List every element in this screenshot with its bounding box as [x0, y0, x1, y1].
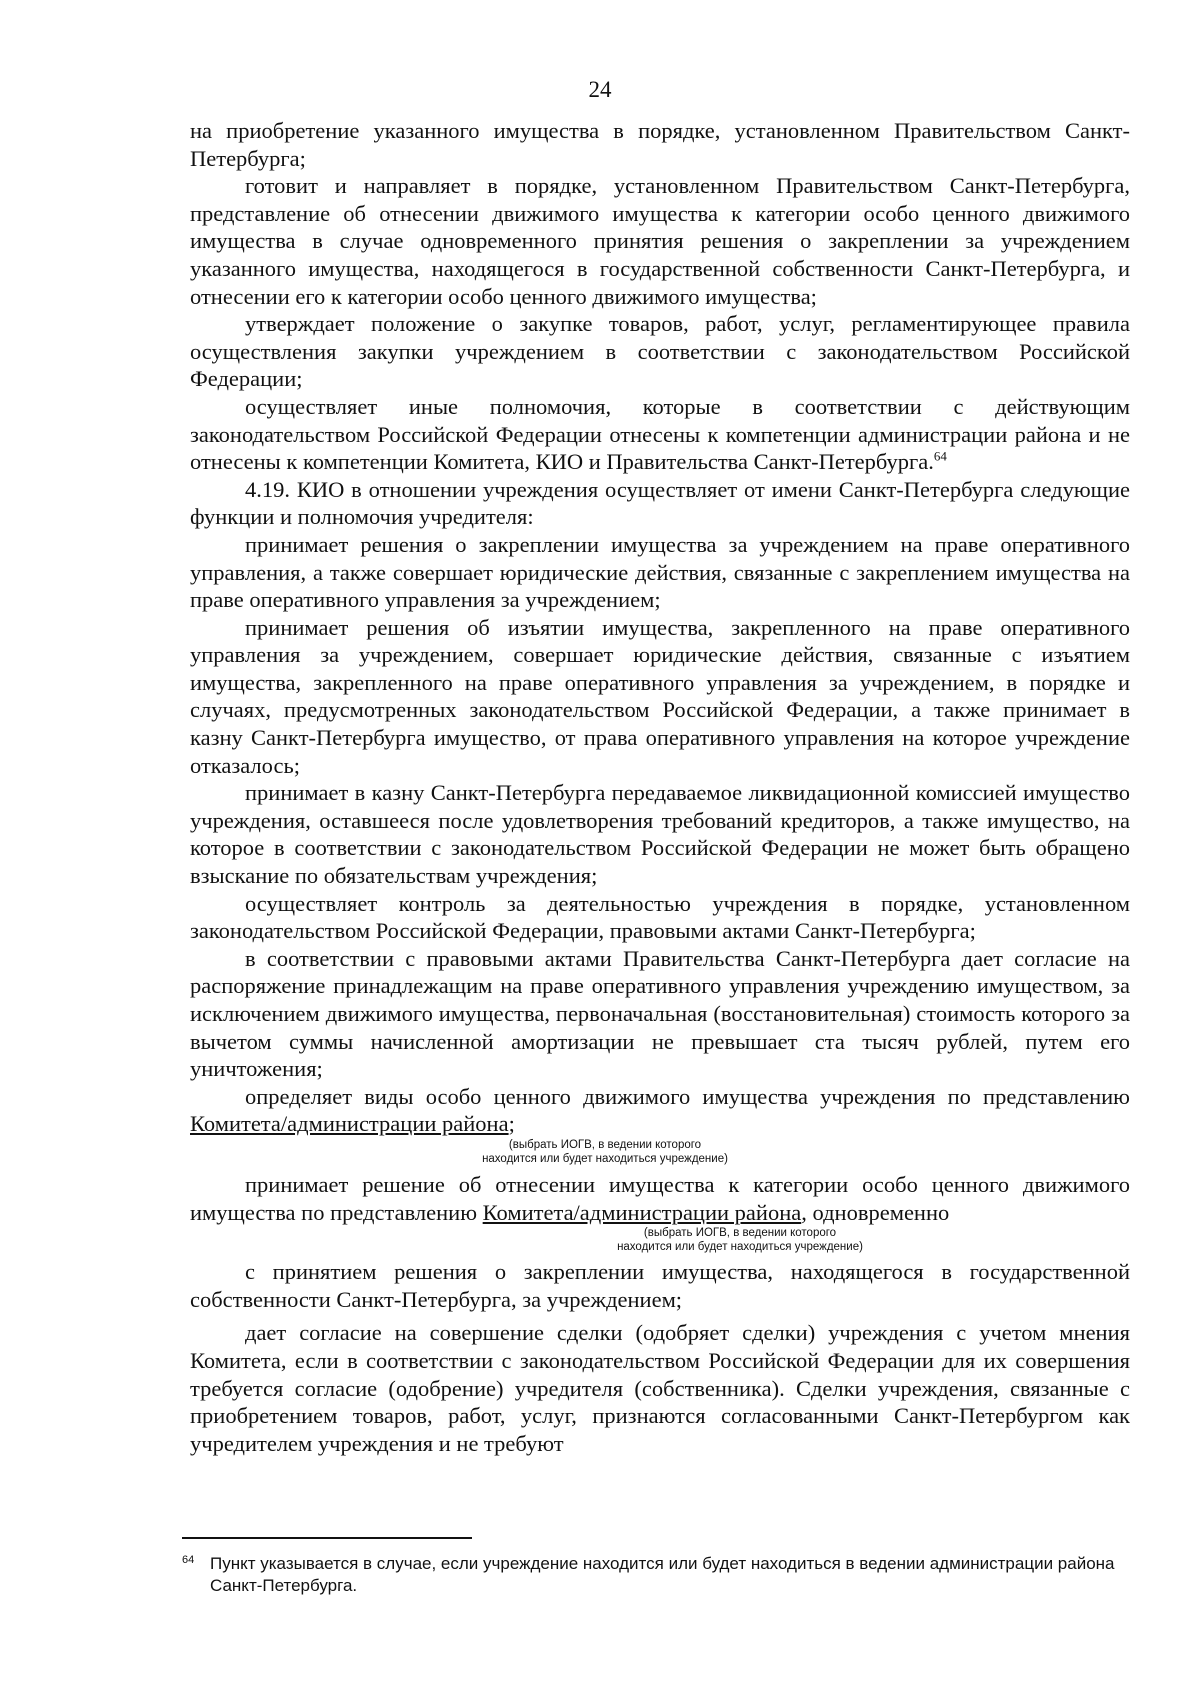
paragraph-define-ovc [190, 1083, 1130, 1138]
paragraph: утверждает положение о закупке товаров, работ, услуг, регламентирующее правила осуществления закупки учреждением в соответствии с законодательством Российской Федерации; [190, 311, 1130, 392]
paragraph: на приобретение указанного имущества в порядке, установленном Правительством Санкт-Петербурга; [190, 118, 1130, 171]
paragraph: принимает решения об изъятии имущества, закрепленного на праве оперативного управления за учреждением, совершает юридические действия, связанные с изъятием имущества, закрепленного на праве оперативного управления за учреждением, в порядке и случаях, предусмотренных законодательством Российской Федерации, а также принимает в казну Санкт-Петербурга имущество, от права оперативного управления на которое учреждение отказалось; [190, 614, 1130, 778]
placeholder-note [440, 1138, 770, 1166]
note-line: находится или будет находиться учреждение) [617, 1241, 863, 1254]
underlined-authority: Комитета/администрации района [482, 1199, 802, 1225]
paragraph: дает согласие на совершение сделки (одобряет сделки) учреждения с учетом мнения Комитета, если в соответствии с законодательством Российской Федерации для их совершения требуется согласие (одобрение) учредителя (собственника). Сделки учреждения, связанные с приобретением товаров, работ, услуг, признаются согласованными Санкт-Петербургом как учредителем учреждения и не требуют [190, 1320, 1130, 1456]
paragraph-text: ; [508, 1111, 515, 1137]
paragraph-text: , одновременно [801, 1199, 950, 1225]
note-line: находится или будет находиться учреждение) [482, 1152, 728, 1165]
paragraph-with-footnote [190, 393, 1130, 476]
paragraph-text: принимает решение об отнесении имущества к категории особо ценного движимого имущества по представлению [190, 1171, 1130, 1225]
note-line: (выбрать ИОГВ, в ведении которого [508, 1138, 702, 1151]
paragraph-text: осуществляет иные полномочия, которые в соответствии с действующим законодательством Российской Федерации отнесены к компетенции администрации района и не отнесены к компетенции Комитета, КИО и Правительства Санкт-Петербурга. [190, 393, 1130, 475]
underlined-authority: Комитета/администрации района [190, 1111, 509, 1137]
footnote-separator [182, 1537, 472, 1539]
placeholder-note [570, 1226, 910, 1254]
paragraph: принимает решения о закреплении имущества за учреждением на праве оперативного управления, а также совершает юридические действия, связанные с закреплением имущества на праве оперативного управления за учреждением; [190, 531, 1130, 613]
paragraph-text: определяет виды особо ценного движимого имущества учреждения по представлению [245, 1083, 1130, 1109]
paragraph: принимает в казну Санкт-Петербурга передаваемое ликвидационной комиссией имущество учреждения, оставшееся после удовлетворения требований кредиторов, а также имущество, на которое в соответствии с законодательством Российской Федерации не может быть обращено взыскание по обязательствам учреждения; [190, 780, 1130, 889]
footnote-number: 64 [182, 1554, 195, 1566]
paragraph-decide-ovc [190, 1171, 1130, 1226]
footnote [182, 1553, 1130, 1597]
footnote-text: Пункт указывается в случае, если учреждение находится или будет находиться в ведении администрации района Санкт-Петербурга. [210, 1554, 1115, 1595]
paragraph: в соответствии с правовыми актами Правительства Санкт-Петербурга дает согласие на распоряжение принадлежащим на праве оперативного управления учреждению имуществом, за исключением движимого имущества, первоначальная (восстановительная) стоимость которого за вычетом суммы начисленной амортизации не превышает ста тысяч рублей, путем его уничтожения; [190, 945, 1130, 1082]
note-line: (выбрать ИОГВ, в ведении которого [643, 1227, 837, 1240]
section-4-19: 4.19. КИО в отношении учреждения осуществляет от имени Санкт-Петербурга следующие функции и полномочия учредителя: [190, 476, 1130, 530]
paragraph: осуществляет контроль за деятельностью учреждения в порядке, установленном законодательством Российской Федерации, правовыми актами Санкт-Петербурга; [190, 890, 1130, 944]
footnote-reference[interactable]: 64 [933, 448, 947, 464]
page-number: 24 [588, 77, 612, 102]
paragraph: с принятием решения о закреплении имущества, находящегося в государственной собственности Санкт-Петербурга, за учреждением; [190, 1259, 1130, 1312]
document-body [190, 117, 1130, 1457]
paragraph: готовит и направляет в порядке, установленном Правительством Санкт-Петербурга, представление об отнесении движимого имущества к категории особо ценного движимого имущества в случае одновременного принятия решения о закреплении за учреждением указанного имущества, находящегося в государственной собственности Санкт-Петербурга, и отнесении его к категории особо ценного движимого имущества; [190, 173, 1130, 309]
